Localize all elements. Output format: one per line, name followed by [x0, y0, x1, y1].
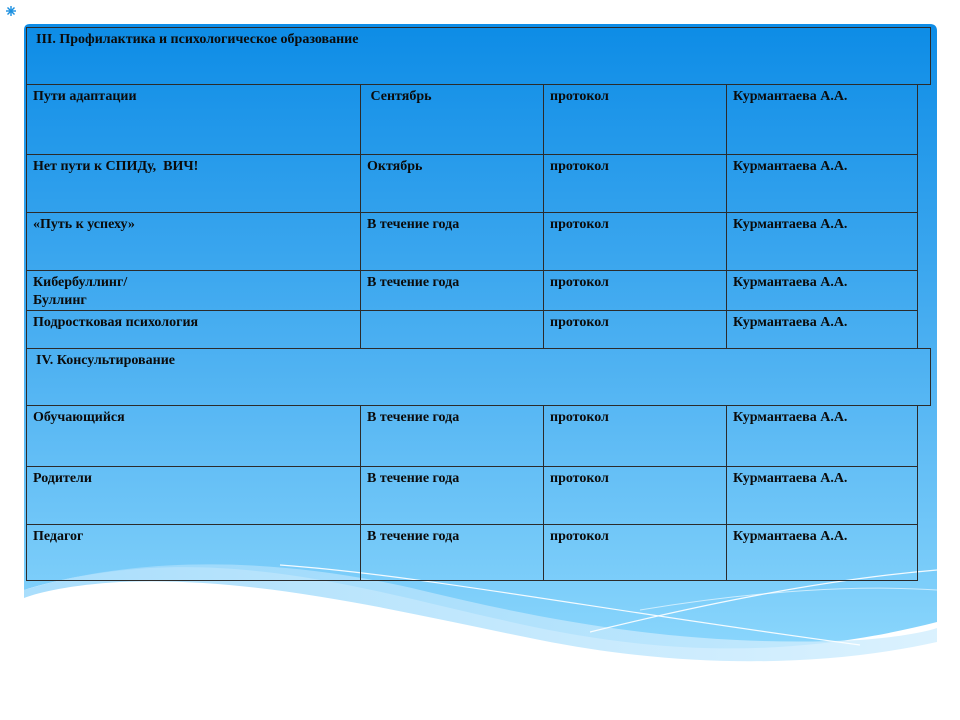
form-cell: протокол [544, 467, 727, 525]
responsible-cell: Курмантаева А.А. [727, 406, 918, 467]
term-cell: В течение года [361, 271, 544, 311]
spacer-cell [918, 155, 931, 213]
spacer-cell [918, 213, 931, 271]
spacer-cell [918, 406, 931, 467]
term-cell: В течение года [361, 467, 544, 525]
term-cell [361, 311, 544, 349]
section-title: III. Профилактика и психологическое образование [27, 28, 931, 85]
table-row [27, 213, 931, 271]
section-header-row [27, 28, 931, 85]
table-row [27, 155, 931, 213]
responsible-cell: Курмантаева А.А. [727, 85, 918, 155]
section-header-row [27, 349, 931, 406]
spacer-cell [918, 525, 931, 581]
table-row [27, 271, 931, 311]
topic-cell: Кибербуллинг/ Буллинг [27, 271, 361, 311]
topic-cell: Нет пути к СПИДу, ВИЧ! [27, 155, 361, 213]
form-cell: протокол [544, 271, 727, 311]
term-cell: Сентябрь [361, 85, 544, 155]
responsible-cell: Курмантаева А.А. [727, 311, 918, 349]
schedule-table [26, 27, 931, 581]
responsible-cell: Курмантаева А.А. [727, 213, 918, 271]
term-cell: В течение года [361, 213, 544, 271]
topic-cell: Родители [27, 467, 361, 525]
topic-cell: Педагог [27, 525, 361, 581]
table-row [27, 525, 931, 581]
topic-cell: «Путь к успеху» [27, 213, 361, 271]
spacer-cell [918, 271, 931, 311]
responsible-cell: Курмантаева А.А. [727, 525, 918, 581]
form-cell: протокол [544, 85, 727, 155]
table-row [27, 406, 931, 467]
asterisk-icon [6, 6, 16, 16]
table-row [27, 311, 931, 349]
spacer-cell [918, 311, 931, 349]
form-cell: протокол [544, 406, 727, 467]
term-cell: Октябрь [361, 155, 544, 213]
responsible-cell: Курмантаева А.А. [727, 155, 918, 213]
spacer-cell [918, 467, 931, 525]
term-cell: В течение года [361, 525, 544, 581]
responsible-cell: Курмантаева А.А. [727, 467, 918, 525]
table-row [27, 467, 931, 525]
term-cell: В течение года [361, 406, 544, 467]
topic-cell: Обучающийся [27, 406, 361, 467]
form-cell: протокол [544, 311, 727, 349]
form-cell: протокол [544, 213, 727, 271]
section-title: IV. Консультирование [27, 349, 931, 406]
topic-cell: Пути адаптации [27, 85, 361, 155]
responsible-cell: Курмантаева А.А. [727, 271, 918, 311]
topic-cell: Подростковая психология [27, 311, 361, 349]
spacer-cell [918, 85, 931, 155]
form-cell: протокол [544, 525, 727, 581]
table-row [27, 85, 931, 155]
form-cell: протокол [544, 155, 727, 213]
